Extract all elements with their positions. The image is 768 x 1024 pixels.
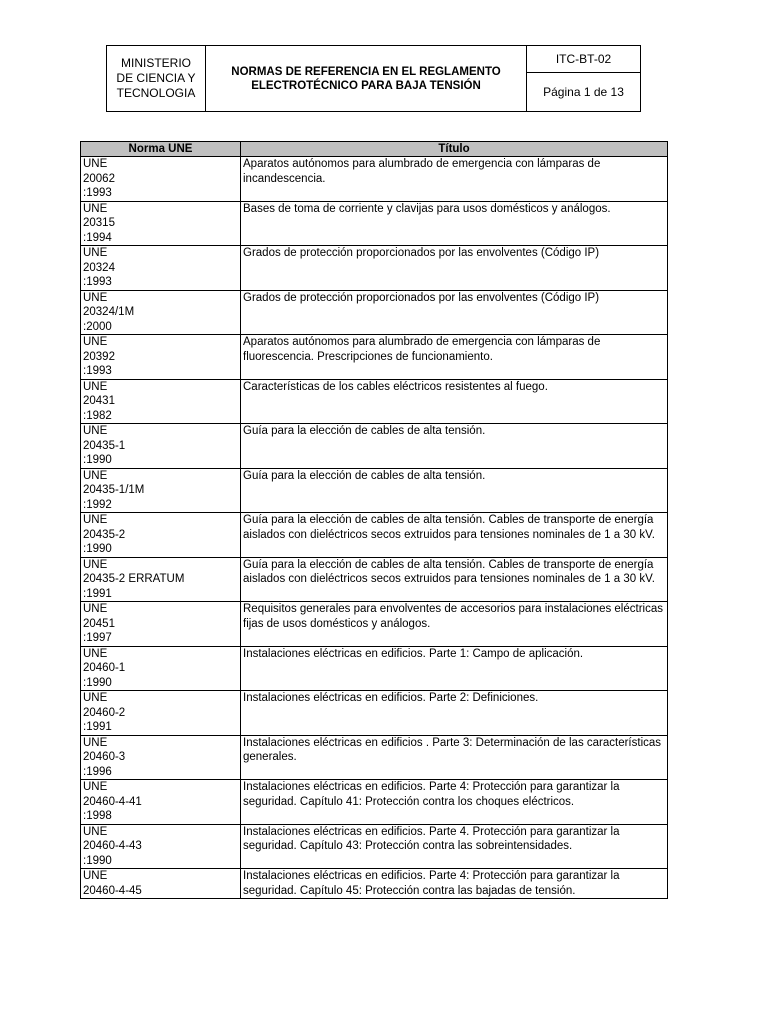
titulo-cell: Instalaciones eléctricas en edificios. Parte 2: Definiciones. [241, 691, 668, 736]
norma-code-line: UNE [83, 558, 108, 571]
norms-table [80, 141, 668, 899]
document-code: ITC-BT-02 [527, 46, 640, 73]
norma-code-line: 20460-4-41 [83, 795, 142, 808]
norma-code-line: 20435-2 [83, 528, 126, 541]
norma-code-line: :1992 [83, 498, 112, 511]
table-row [81, 201, 668, 246]
titulo-cell: Instalaciones eléctricas en edificios . Parte 3: Determinación de las características generales. [241, 735, 668, 780]
norma-code-line: UNE [83, 736, 108, 749]
table-row [81, 646, 668, 691]
norma-code-line: :1997 [83, 632, 112, 644]
ministry-name: MINISTERIO DE CIENCIA Y TECNOLOGIA [107, 46, 206, 111]
titulo-cell: Instalaciones eléctricas en edificios. Parte 1: Campo de aplicación. [241, 646, 668, 691]
table-row [81, 735, 668, 780]
norma-code-line: 20315 [83, 217, 115, 229]
titulo-cell: Requisitos generales para envolventes de accesorios para instalaciones eléctricas fijas de usos domésticos y análogos. [241, 602, 668, 647]
titulo-cell: Instalaciones eléctricas en edificios. Parte 4. Protección para garantizar la seguridad. Capítulo 43: Protección contra las sobreintensidades. [241, 824, 668, 869]
norma-code-line: UNE [83, 825, 108, 838]
norma-code-line: :1993 [83, 276, 112, 288]
norma-code-line: :1994 [83, 231, 112, 244]
norma-code-line: UNE [83, 291, 108, 304]
page-number: Página 1 de 13 [543, 85, 624, 99]
table-row [81, 691, 668, 736]
norma-code-line: UNE [83, 336, 108, 348]
norma-code-line: UNE [83, 380, 108, 393]
table-row [81, 157, 668, 202]
titulo-cell: Guía para la elección de cables de alta tensión. Cables de transporte de energía aislados con dieléctricos secos extruidos para tensiones nominales de 1 a 30 kV. [241, 513, 668, 558]
norma-code-line: 20460-1 [83, 662, 126, 674]
column-header-titulo: Título [241, 142, 668, 157]
table-row [81, 335, 668, 380]
table-row [81, 602, 668, 647]
table-row [81, 780, 668, 825]
table-row [81, 379, 668, 424]
norma-code-line: UNE [83, 514, 108, 526]
norma-cell [81, 735, 241, 780]
norma-code-line: UNE [83, 692, 108, 704]
titulo-cell: Bases de toma de corriente y clavijas para usos domésticos y análogos. [241, 201, 668, 246]
titulo-cell: Características de los cables eléctricos resistentes al fuego. [241, 379, 668, 424]
norma-code-line: 20435-1 [83, 439, 126, 452]
norma-code-line: 20062 [83, 172, 115, 185]
norma-code-line: UNE [83, 647, 108, 660]
table-row [81, 290, 668, 335]
table-body [81, 157, 668, 899]
table-row [81, 468, 668, 513]
norma-code-line: UNE [83, 247, 108, 259]
norma-cell [81, 780, 241, 825]
table-row [81, 513, 668, 558]
norma-cell [81, 246, 241, 291]
norma-code-line: 20435-1/1M [83, 484, 145, 496]
norma-code-line: :1991 [83, 587, 112, 600]
norma-code-line: 20392 [83, 350, 115, 363]
norma-code-line: :1996 [83, 765, 112, 778]
norma-cell [81, 201, 241, 246]
norma-code-line: :1993 [83, 365, 112, 377]
norma-code-line: :1998 [83, 810, 112, 822]
norma-code-line: UNE [83, 202, 108, 215]
table-header-row [81, 142, 668, 157]
norma-cell [81, 824, 241, 869]
table-row [81, 424, 668, 469]
norma-cell [81, 691, 241, 736]
table-row [81, 869, 668, 899]
norma-code-line: 20451 [83, 617, 115, 630]
norma-cell [81, 290, 241, 335]
norma-code-line: UNE [83, 603, 108, 615]
norma-cell [81, 468, 241, 513]
norma-code-line: 20324/1M [83, 306, 135, 318]
norma-code-line: 20435-2 ERRATUM [83, 573, 185, 585]
titulo-cell: Aparatos autónomos para alumbrado de emergencia con lámparas de incandescencia. [241, 157, 668, 202]
norma-code-line: 20324 [83, 261, 115, 274]
norma-code-line: UNE [83, 469, 108, 482]
norma-cell [81, 157, 241, 202]
norma-code-line: :1990 [83, 543, 112, 555]
norma-code-line: :1990 [83, 854, 112, 867]
norma-code-line: UNE [83, 425, 108, 437]
table-row [81, 246, 668, 291]
document-meta [527, 46, 640, 111]
norma-code-line: :1993 [83, 187, 112, 199]
norma-code-line: :1991 [83, 721, 112, 733]
norma-code-line: :1990 [83, 676, 112, 689]
titulo-cell: Instalaciones eléctricas en edificios. Parte 4: Protección para garantizar la seguridad. Capítulo 45: Protección contra las bajadas de tensión. [241, 869, 668, 899]
titulo-cell: Grados de protección proporcionados por las envolventes (Código IP) [241, 246, 668, 291]
norma-cell [81, 335, 241, 380]
norma-code-line: UNE [83, 781, 108, 793]
norma-cell [81, 646, 241, 691]
document-header [106, 45, 641, 112]
norma-code-line: 20431 [83, 395, 115, 407]
titulo-cell: Guía para la elección de cables de alta tensión. [241, 468, 668, 513]
norma-code-line: 20460-4-45 [83, 884, 142, 897]
titulo-cell: Aparatos autónomos para alumbrado de emergencia con lámparas de fluorescencia. Prescripciones de funcionamiento. [241, 335, 668, 380]
norma-code-line: 20460-4-43 [83, 840, 142, 852]
titulo-cell: Guía para la elección de cables de alta tensión. [241, 424, 668, 469]
norma-code-line: UNE [83, 870, 108, 882]
norma-code-line: :1990 [83, 454, 112, 466]
norma-cell [81, 557, 241, 602]
norma-code-line: 20460-2 [83, 706, 126, 719]
norma-cell [81, 602, 241, 647]
norma-code-line: :1982 [83, 409, 112, 422]
titulo-cell: Instalaciones eléctricas en edificios. Parte 4: Protección para garantizar la seguridad. Capítulo 41: Protección contra los choques eléctricos. [241, 780, 668, 825]
titulo-cell: Grados de protección proporcionados por las envolventes (Código IP) [241, 290, 668, 335]
norma-cell [81, 869, 241, 899]
norma-code-line: 20460-3 [83, 751, 126, 763]
table-row [81, 824, 668, 869]
norma-cell [81, 513, 241, 558]
norma-code-line: :2000 [83, 320, 112, 333]
table-row [81, 557, 668, 602]
norma-cell [81, 424, 241, 469]
column-header-norma: Norma UNE [81, 142, 241, 157]
document-title: NORMAS DE REFERENCIA EN EL REGLAMENTO ELECTROTÉCNICO PARA BAJA TENSIÓN [206, 46, 527, 111]
norma-code-line: UNE [83, 158, 108, 170]
titulo-cell: Guía para la elección de cables de alta tensión. Cables de transporte de energía aislados con dieléctricos secos extruidos para tensiones nominales de 1 a 30 kV. [241, 557, 668, 602]
norma-cell [81, 379, 241, 424]
